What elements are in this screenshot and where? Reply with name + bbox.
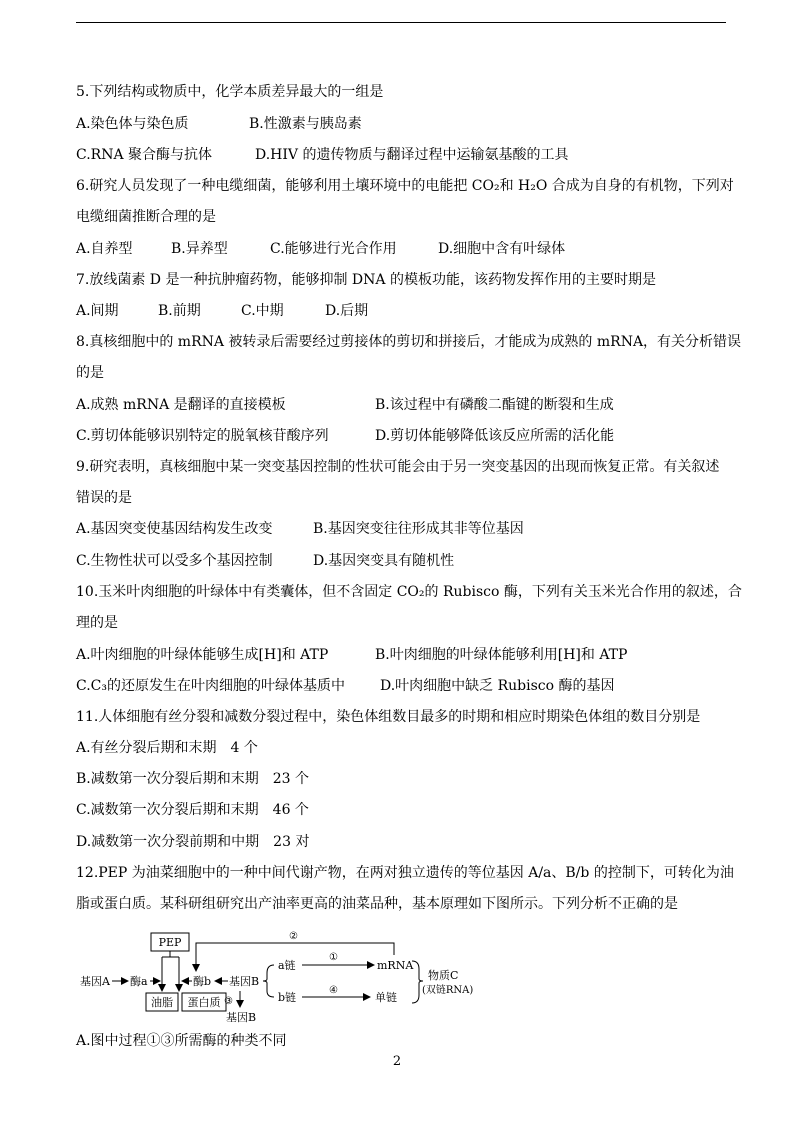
q5-option-b: B.性激素与胰岛素 [249,116,362,132]
q10-option-c: C.C₃的还原发生在叶肉细胞的叶绿体基质中 [76,678,345,694]
q8-stem-line2: 的是 [76,365,104,381]
q8-option-b: B.该过程中有磷酸二酯键的断裂和生成 [375,397,614,413]
q11-option-b: B.减数第一次分裂后期和末期 23 个 [76,771,310,787]
q12-option-a: A.图中过程①③所需酶的种类不同 [76,1033,287,1049]
q8-option-d: D.剪切体能够降低该反应所需的活化能 [375,428,615,444]
enzyme-b-label: 酶b [193,975,212,988]
pep-label: PEP [158,936,182,949]
gene-b2-label: 基因B [226,1011,257,1024]
gene-b-brace [263,965,274,997]
substance-c-label: 物质C [428,969,459,982]
step-2-label: ② [289,931,298,942]
q10-option-b: B.叶肉细胞的叶绿体能够利用[H]和 ATP [375,647,628,663]
gene-a-label: 基因A [80,975,110,988]
q11-option-a: A.有丝分裂后期和末期 4 个 [76,740,258,756]
a-chain-label: a链 [278,959,296,972]
q9-option-d: D.基因突变具有随机性 [313,553,455,569]
q12-stem-line1: 12.PEP 为油菜细胞中的一种中间代谢产物，在两对独立遗传的等位基因 A/a、B/b 的控制下，可转化为油 [76,865,734,881]
b-chain-label: b链 [278,991,297,1004]
q8-option-c: C.剪切体能够识别特定的脱氧核苷酸序列 [76,428,329,444]
q5-stem: 5.下列结构或物质中，化学本质差异最大的一组是 [76,84,384,100]
q9-option-a: A.基因突变使基因结构发生改变 [76,521,273,537]
q10-option-d: D.叶肉细胞中缺乏 Rubisco 酶的基因 [380,678,615,694]
q6-option-c: C.能够进行光合作用 [270,241,397,257]
header-rule [76,22,726,23]
single-chain-label: 单链 [375,991,397,1004]
q7-option-d: D.后期 [325,303,369,319]
q9-option-b: B.基因突变往往形成其非等位基因 [313,521,524,537]
q11-stem: 11.人体细胞有丝分裂和减数分裂过程中，染色体组数目最多的时期和相应时期染色体组的数目分别是 [76,709,701,725]
oil-label: 油脂 [151,996,173,1009]
q6-stem-line2: 电缆细菌推断合理的是 [76,209,216,225]
q6-stem-line1: 6.研究人员发现了一种电缆细菌，能够利用土壤环境中的电能把 CO₂和 H₂O 合成为自身的有机物，下列对 [76,178,734,194]
step-3-label: ③ [224,996,233,1007]
q12-stem-line2: 脂或蛋白质。某科研组研究出产油率更高的油菜品种，基本原理如下图所示。下列分析不正确的是 [76,896,678,912]
q6-option-d: D.细胞中含有叶绿体 [438,241,566,257]
substance-c-brace [412,961,423,1003]
q10-option-a: A.叶肉细胞的叶绿体能够生成[H]和 ATP [76,647,329,663]
mrna-label: mRNA [377,959,414,972]
q5-option-c: C.RNA 聚合酶与抗体 [76,147,213,163]
protein-label: 蛋白质 [187,996,221,1009]
q10-stem-line2: 理的是 [76,615,118,631]
q7-option-c: C.中期 [241,303,284,319]
gene-b-label: 基因B [229,975,260,988]
q7-stem: 7.放线菌素 D 是一种抗肿瘤药物，能够抑制 DNA 的模板功能，该药物发挥作用的主要时期是 [76,272,656,288]
q9-stem-line2: 错误的是 [76,490,132,506]
q11-option-d: D.减数第一次分裂前期和中期 23 对 [76,834,310,850]
q10-stem-line1: 10.玉米叶肉细胞的叶绿体中有类囊体，但不含固定 CO₂的 Rubisco 酶，下列有关玉米光合作用的叙述，合 [76,584,742,600]
q8-stem-line1: 8.真核细胞中的 mRNA 被转录后需要经过剪接体的剪切和拼接后，才能成为成熟的 mRNA，有关分析错误 [76,334,742,350]
q9-option-c: C.生物性状可以受多个基因控制 [76,553,273,569]
double-rna-label: (双链RNA) [422,985,474,996]
q7-option-a: A.间期 [76,303,119,319]
step-1-label: ① [329,952,338,963]
q5-option-a: A.染色体与染色质 [76,116,189,132]
metabolic-pathway-diagram [76,925,496,1025]
q5-option-d: D.HIV 的遗传物质与翻译过程中运输氨基酸的工具 [255,147,569,163]
q11-option-c: C.减数第一次分裂后期和末期 46 个 [76,802,309,818]
step-4-label: ④ [329,985,338,996]
q6-option-b: B.异养型 [171,241,228,257]
q7-option-b: B.前期 [158,303,201,319]
enzyme-a-label: 酶a [130,975,148,988]
page-number: 2 [392,1054,402,1069]
q6-option-a: A.自养型 [76,241,133,257]
q8-option-a: A.成熟 mRNA 是翻译的直接模板 [76,397,286,413]
q9-stem-line1: 9.研究表明，真核细胞中某一突变基因控制的性状可能会由于另一突变基因的出现而恢复正常。有关叙述 [76,459,720,475]
